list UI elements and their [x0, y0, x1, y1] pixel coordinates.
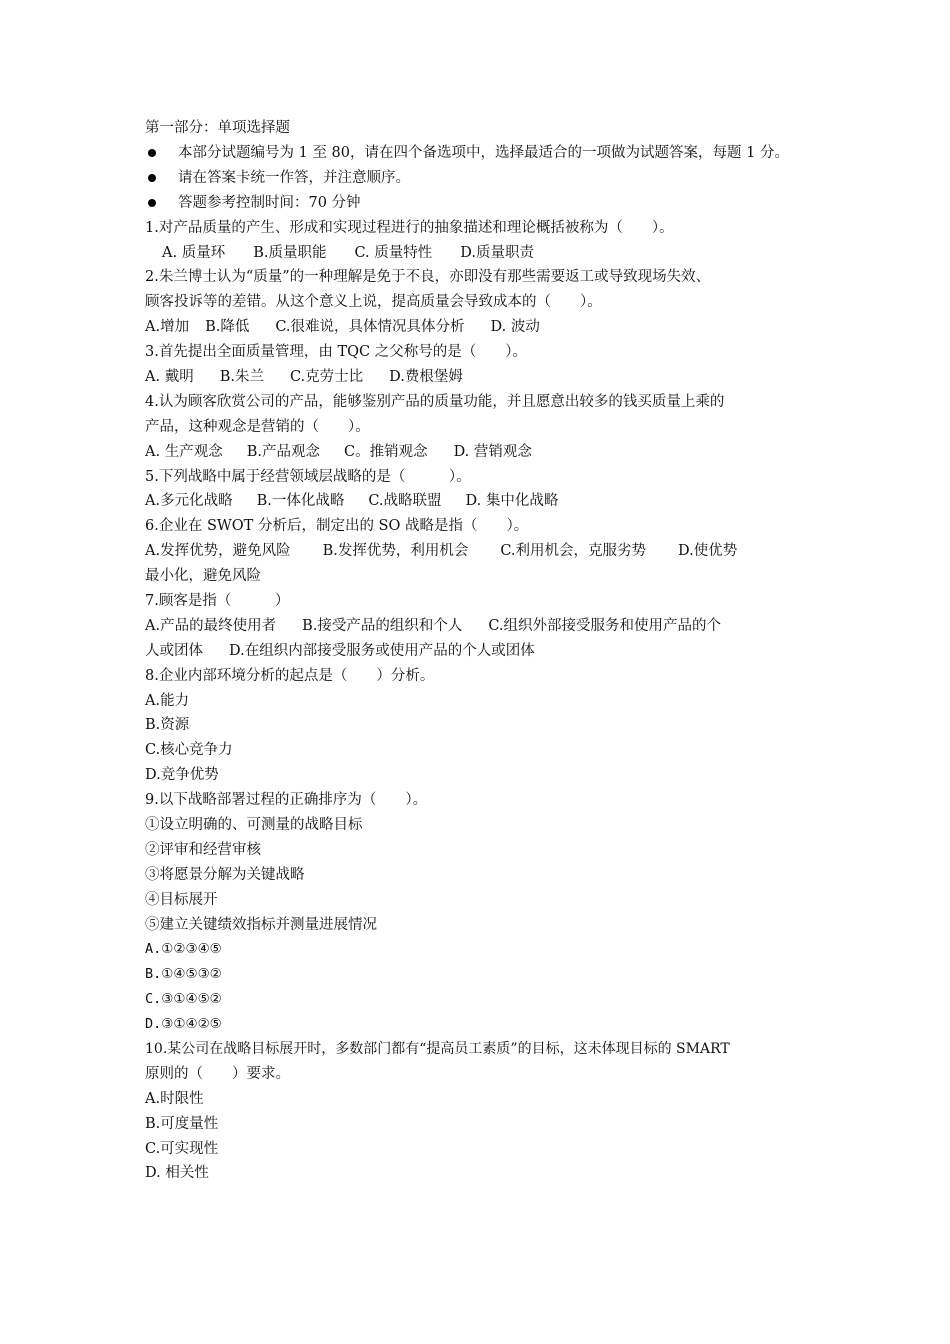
- option-a: A.发挥优势，避免风险: [145, 543, 291, 560]
- option-c: C.利用机会，克服劣势: [500, 543, 647, 560]
- option-b: B.接受产品的组织和个人: [302, 617, 463, 634]
- option-d: D.在组织内部接受服务或使用产品的个人或团体: [229, 642, 535, 659]
- option-b: B.质量职能: [253, 244, 327, 261]
- option-b: B.发挥优势，利用机会: [322, 543, 469, 560]
- question-2-stem: 2.朱兰博士认为“质量”的一种理解是免于不良，亦即没有那些需要返工或导致现场失效、: [145, 269, 711, 286]
- option-c: C.组织外部接受服务和使用产品的个: [488, 617, 722, 634]
- question-6-options: [145, 539, 809, 564]
- bullet-icon: [145, 191, 178, 216]
- option-a: A.①②③④⑤: [145, 941, 222, 958]
- question-5-stem: 5.下列战略中属于经营领域层战略的是（ ）。: [145, 468, 471, 485]
- option-b: B.产品观念: [246, 443, 320, 460]
- step-item: ②评审和经营审核: [145, 841, 261, 858]
- option-d: D.使优势: [678, 543, 738, 560]
- question-7-options: [145, 614, 809, 639]
- bullet-icon: [145, 166, 178, 191]
- instruction-text: 答题参考控制时间：70 分钟: [178, 194, 361, 211]
- question-1-stem: 1.对产品质量的产生、形成和实现过程进行的抽象描述和理论概括被称为（ ）。: [145, 219, 674, 236]
- option-a: A. 生产观念: [145, 443, 223, 460]
- option-a: A.多元化战略: [145, 493, 233, 510]
- bullet-icon: [145, 141, 178, 166]
- question-6-stem: 6.企业在 SWOT 分析后，制定出的 SO 战略是指（ ）。: [145, 518, 529, 535]
- option-b: B.可度量性: [145, 1115, 219, 1132]
- option-d: D.③①④②⑤: [145, 1016, 222, 1033]
- instruction-item: [145, 166, 809, 191]
- option-d: D. 波动: [490, 319, 540, 336]
- option-d: D.竞争优势: [145, 767, 219, 784]
- question-5-options: [145, 489, 809, 514]
- exam-page: [145, 116, 809, 1186]
- option-c: C.可实现性: [145, 1140, 219, 1157]
- section-title: 第一部分：单项选择题: [145, 120, 290, 136]
- question-4-options: [145, 440, 809, 465]
- option-d: D. 集中化战略: [465, 493, 559, 510]
- question-6-options-cont: 最小化，避免风险: [145, 568, 261, 585]
- question-10-stem-cont: 原则的（ ）要求。: [145, 1065, 290, 1082]
- question-2-stem-cont: 顾客投诉等的差错。从这个意义上说，提高质量会导致成本的（ ）。: [145, 294, 602, 311]
- question-9-stem: 9.以下战略部署过程的正确排序为（ ）。: [145, 792, 428, 809]
- option-b: B.朱兰: [219, 368, 264, 385]
- instructions-list: [145, 141, 809, 216]
- option-b: B.一体化战略: [256, 493, 345, 510]
- question-4-stem-cont: 产品，这种观念是营销的（ ）。: [145, 418, 370, 435]
- option-a: A.时限性: [145, 1090, 204, 1107]
- option-c: C.核心竞争力: [145, 742, 233, 759]
- instruction-text: 请在答案卡统一作答，并注意顺序。: [178, 169, 410, 186]
- question-8-stem: 8.企业内部环境分析的起点是（ ）分析。: [145, 667, 435, 684]
- instruction-item: [145, 141, 809, 166]
- option-c: C.战略联盟: [368, 493, 442, 510]
- option-b: B.资源: [145, 717, 190, 734]
- option-d: D.质量职责: [460, 244, 534, 261]
- option-c: C.③①④⑤②: [145, 991, 222, 1008]
- step-item: ③将愿景分解为关键战略: [145, 866, 305, 883]
- instruction-text: 本部分试题编号为 1 至 80，请在四个备选项中，选择最适合的一项做为试题答案，每题 1 分。: [178, 144, 789, 161]
- option-a: A. 质量环: [162, 244, 226, 261]
- option-c: C.很难说，具体情况具体分析: [275, 319, 465, 336]
- option-b: B.降低: [205, 319, 250, 336]
- step-item: ①设立明确的、可测量的战略目标: [145, 816, 363, 833]
- question-1-options: [145, 241, 809, 266]
- step-item: ④目标展开: [145, 891, 218, 908]
- question-7-stem: 7.顾客是指（ ）: [145, 592, 290, 609]
- question-4-stem: 4.认为顾客欣赏公司的产品，能够鉴别产品的质量功能，并且愿意出较多的钱买质量上乘的: [145, 393, 725, 410]
- question-3-options: [145, 365, 809, 390]
- question-10-stem: 10.某公司在战略目标展开时，多数部门都有“提高员工素质”的目标，这未体现目标的 SMART: [145, 1041, 730, 1057]
- option-a: A. 戴明: [145, 368, 194, 385]
- option-b: B.①④⑤③②: [145, 966, 222, 983]
- option-a: A.产品的最终使用者: [145, 617, 277, 634]
- option-d: D.费根堡姆: [389, 368, 463, 385]
- instruction-item: [145, 191, 809, 216]
- option-c-cont: 人或团体: [145, 642, 203, 659]
- option-c: C. 质量特性: [354, 244, 433, 261]
- option-a: A.增加: [145, 319, 190, 336]
- option-a: A.能力: [145, 692, 190, 709]
- step-item: ⑤建立关键绩效指标并测量进展情况: [145, 916, 377, 933]
- question-3-stem: 3.首先提出全面质量管理，由 TQC 之父称号的是（ ）。: [145, 344, 527, 361]
- option-d: D. 营销观念: [453, 443, 532, 460]
- option-d: D. 相关性: [145, 1165, 209, 1182]
- option-c: C。推销观念: [343, 443, 428, 460]
- option-c: C.克劳士比: [289, 368, 364, 385]
- question-2-options: [145, 315, 809, 340]
- question-7-options-cont: [145, 639, 809, 664]
